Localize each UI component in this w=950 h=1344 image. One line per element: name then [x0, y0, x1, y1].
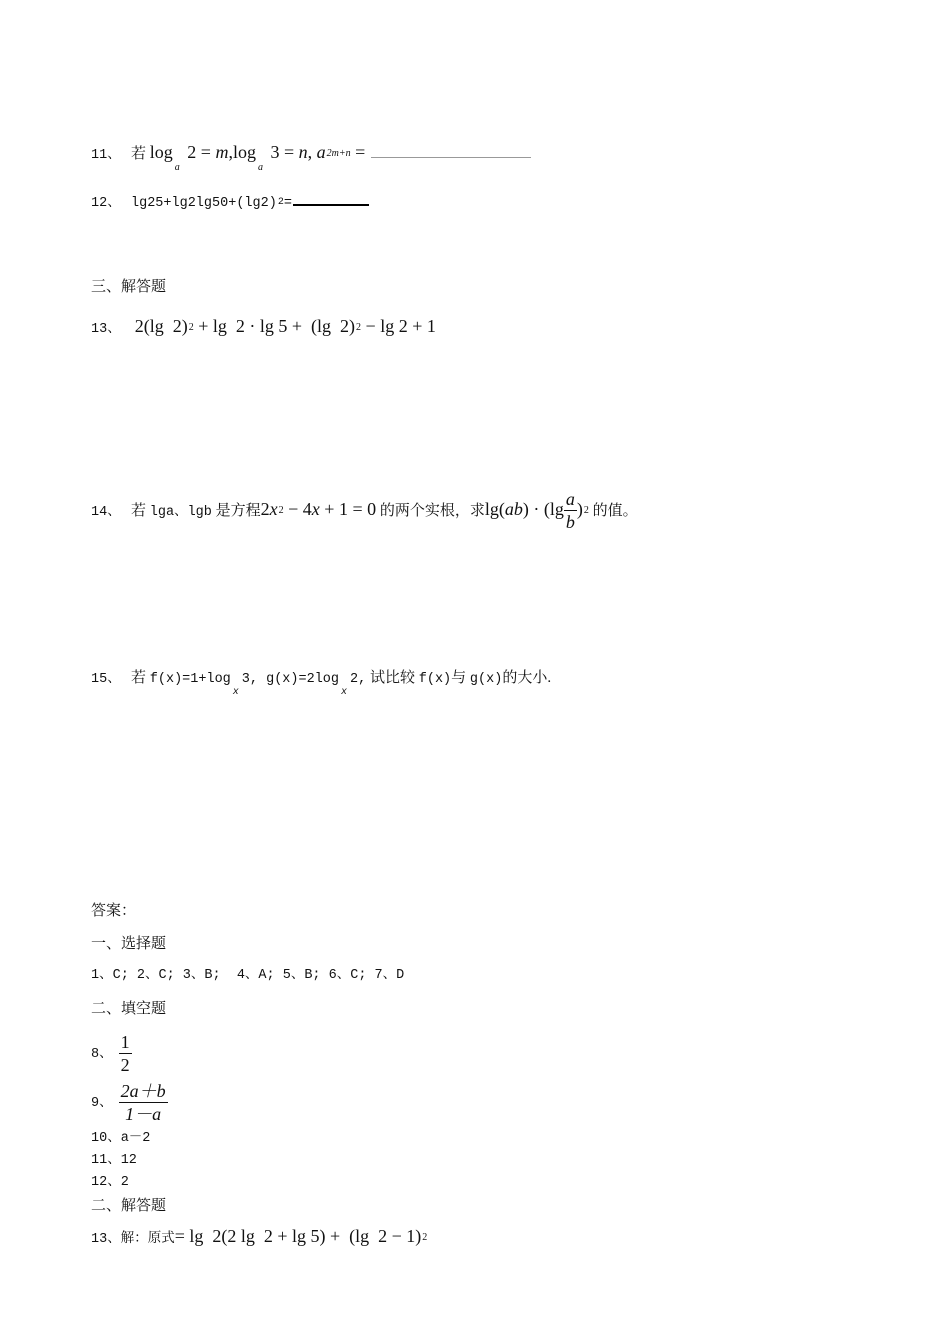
- question-12: [91, 190, 369, 215]
- question-number: 11、: [91, 148, 121, 163]
- section-heading: 三、解答题: [91, 279, 167, 295]
- question-13: [91, 316, 436, 340]
- fraction: $\frac{a}{b}$: [565, 489, 575, 533]
- answer-blank[interactable]: [293, 190, 369, 206]
- fraction: $\frac{2a+b}{1-a}$: [120, 1081, 166, 1125]
- fraction: $\frac{1}{2}$: [120, 1032, 130, 1076]
- question-number: 12、: [91, 196, 121, 211]
- question-number: 15、: [91, 672, 121, 687]
- math-expression: 2(lg 2)2 + lg 2 · lg 5 + (lg 2)2 − lg 2 + 1: [134, 316, 436, 336]
- math-expression: lg(ab) · (lg $\frac{a}{b}$ )2: [484, 489, 589, 533]
- question-15: 15、 若 $f(x)=1+\log_x3$, $g(x)=2\log_x2$, 试比较 f(x)与 g(x)的大小.: [91, 670, 552, 698]
- question-14: 14、 若 lga、lgb 是方程2x2 − 4x + 1 = 0 的两个实根，求lg(ab) · (lg $\frac{a}{b}$ )2 的值。: [91, 487, 638, 535]
- answers-section-fill: 二、填空题: [91, 1001, 167, 1017]
- answer-10: 10、a－2: [91, 1131, 151, 1146]
- math-expression: $f(x)=1+\log_x3$, $g(x)=2\log_x2$,: [149, 672, 367, 698]
- answer-11: 11、12: [91, 1153, 137, 1168]
- question-number: 14、: [91, 505, 121, 520]
- question-text: 若: [131, 146, 147, 162]
- math-equation: 2x2 − 4x + 1 = 0: [260, 499, 377, 519]
- answer-blank[interactable]: [371, 145, 531, 158]
- question-text: lg25+lg2lg50+(lg2)2=: [131, 196, 292, 211]
- answers-section-choice: 一、选择题: [91, 936, 167, 952]
- answer-9: 9、 $\frac{2a+b}{1-a}$: [91, 1081, 166, 1125]
- answer-8: 8、 $\frac{1}{2}$: [91, 1032, 130, 1076]
- math-expression: $\log_a 2 = m,\log_a$ 3 = n, a2m+n =: [149, 142, 366, 173]
- answer-13: 13、解：原式= lg 2(2 lg 2 + lg 5) + (lg 2 − 1)2: [91, 1226, 428, 1247]
- answers-section-solve: 二、解答题: [91, 1198, 167, 1214]
- question-11: [91, 142, 531, 173]
- question-number: 13、: [91, 322, 121, 337]
- answers-title: 答案：: [91, 903, 137, 919]
- answers-choices: 1、C; 2、C; 3、B; 4、A; 5、B; 6、C; 7、D: [91, 968, 405, 983]
- answer-12: 12、2: [91, 1175, 129, 1190]
- math-expression: = lg 2(2 lg 2 + lg 5) + (lg 2 − 1)2: [174, 1226, 428, 1246]
